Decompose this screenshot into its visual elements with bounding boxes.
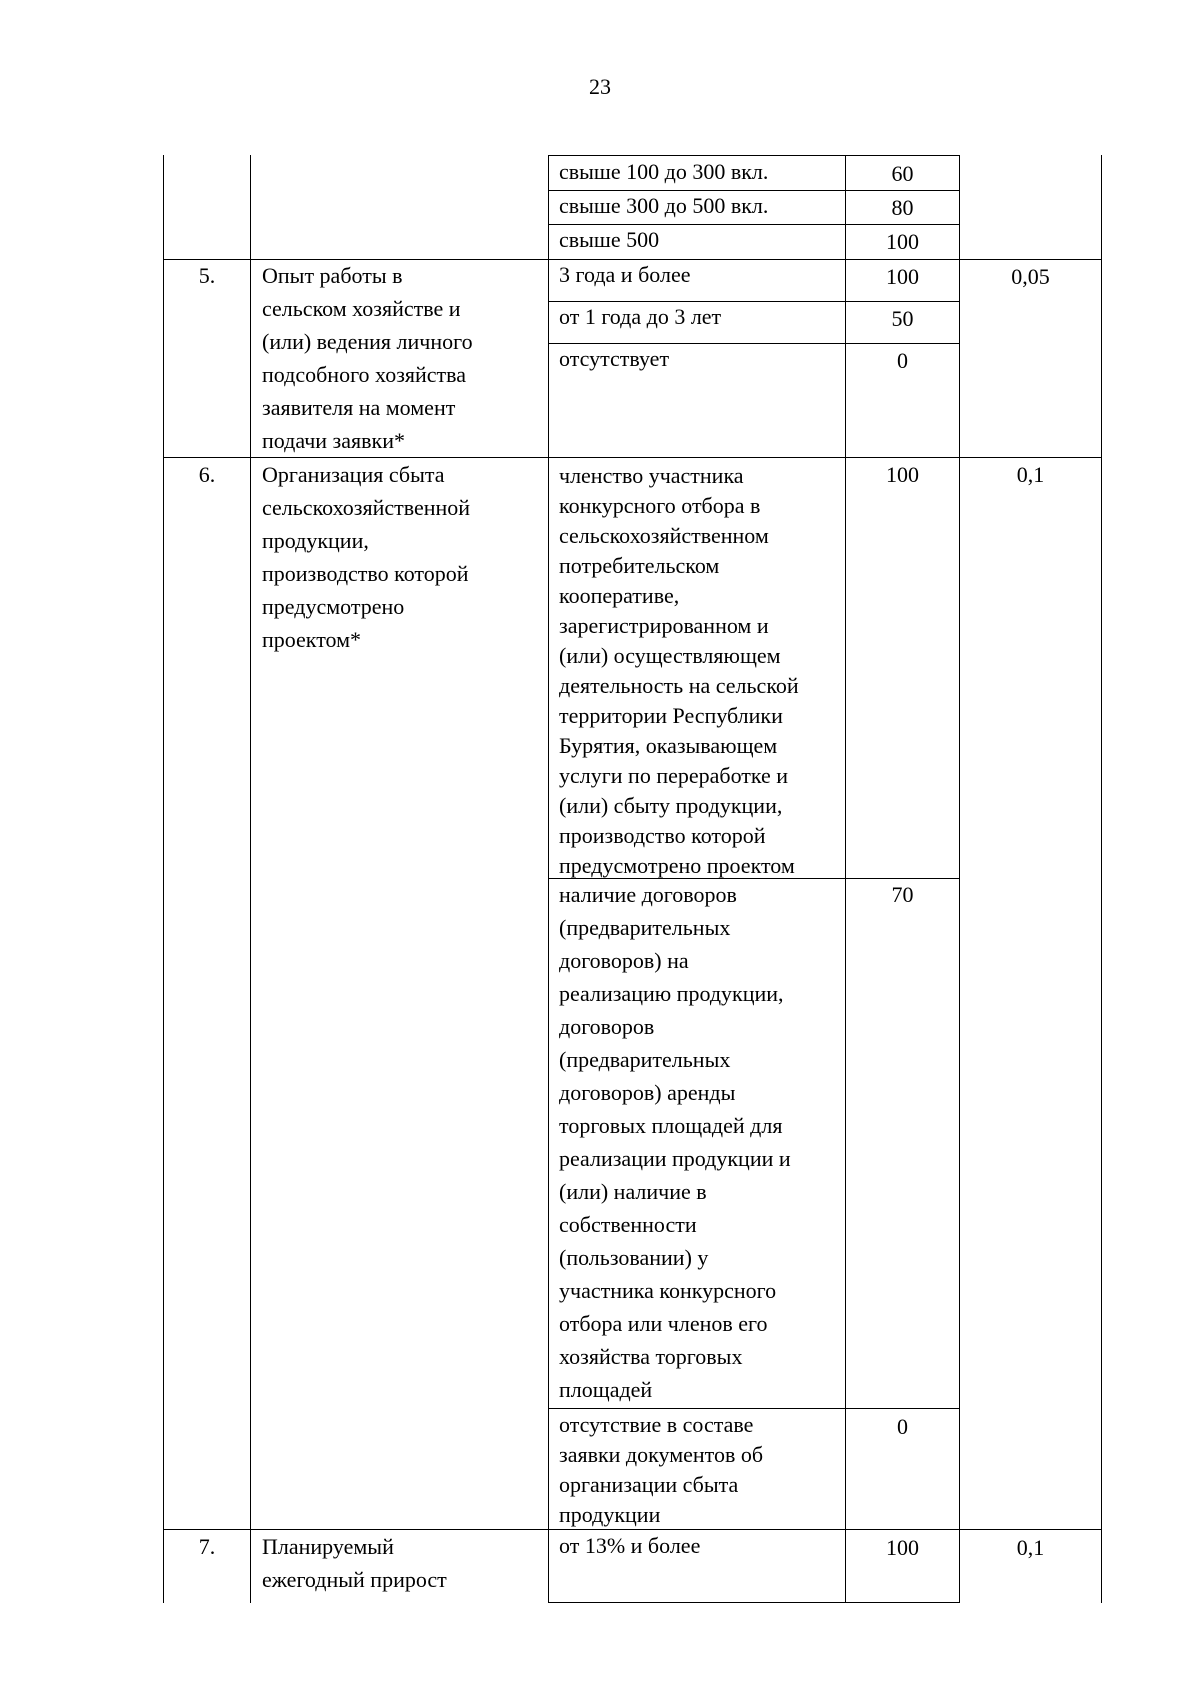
option-text: 3 года и более xyxy=(559,262,691,287)
option-score: 0 xyxy=(897,1414,908,1439)
row-number: 5. xyxy=(198,263,216,288)
option-text: от 1 года до 3 лет xyxy=(559,304,722,329)
option-score: 100 xyxy=(886,264,919,289)
row-number: 7. xyxy=(198,1534,216,1559)
weight-value: 0,1 xyxy=(1016,462,1045,487)
option-text: членство участника конкурсного отбора в сельскохозяйственном потребительском кооперативе, зарегистрированном и (или) осуществляющем деятельность на сельской территории Республики Бурятия, оказывающем услуги по переработке и (или) сбыту продукции, производство которой предусмотрено проектом xyxy=(559,463,799,878)
option-score: 0 xyxy=(897,348,908,373)
weight-value: 0,1 xyxy=(1016,1535,1045,1560)
option-text: свыше 300 до 500 вкл. xyxy=(559,193,769,218)
option-score: 60 xyxy=(891,161,914,186)
option-score: 70 xyxy=(891,882,914,907)
option-score: 100 xyxy=(886,1535,919,1560)
option-text: отсутствие в составе заявки документов об организации сбыта продукции xyxy=(559,1412,764,1527)
criterion-text: Планируемый ежегодный прирост xyxy=(262,1534,447,1592)
weight-value: 0,05 xyxy=(1011,264,1050,289)
option-text: свыше 500 xyxy=(559,227,660,252)
option-text: свыше 100 до 300 вкл. xyxy=(559,159,769,184)
option-rule xyxy=(548,155,960,156)
option-text: отсутствует xyxy=(559,346,670,371)
table-border-right xyxy=(1101,155,1102,1603)
table-border-left xyxy=(163,155,164,1603)
row-number: 6. xyxy=(198,462,216,487)
table-divider-number xyxy=(250,155,251,1603)
option-text: от 13% и более xyxy=(559,1533,701,1558)
option-rule xyxy=(548,1408,960,1409)
page-number: 23 xyxy=(589,74,611,99)
criterion-text: Организация сбыта сельскохозяйственной продукции, производство которой предусмотрено проектом* xyxy=(262,462,471,652)
option-score: 100 xyxy=(886,462,919,487)
option-score: 80 xyxy=(891,195,914,220)
option-text: наличие договоров (предварительных договоров) на реализацию продукции, договоров (предварительных договоров) аренды торговых площадей для реализации продукции и (или) наличие в собственности (пользовании) у участника конкурсного отбора или членов его хозяйства торговых площадей xyxy=(559,882,791,1402)
option-rule xyxy=(548,1602,960,1603)
table-divider-score xyxy=(959,155,960,1603)
option-score: 100 xyxy=(886,229,919,254)
option-score: 50 xyxy=(891,306,914,331)
table-divider-criterion xyxy=(548,155,549,1603)
criterion-text: Опыт работы в сельском хозяйстве и (или) ведения личного подсобного хозяйства заявителя на момент подачи заявки* xyxy=(262,263,473,453)
